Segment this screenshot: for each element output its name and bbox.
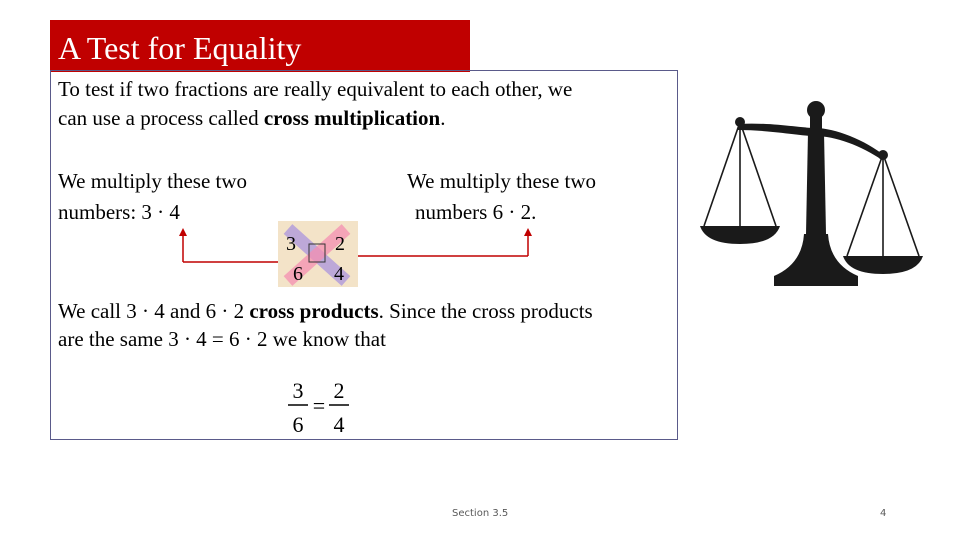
right-label-line-2: numbers 6 · 2.	[415, 200, 537, 224]
intro-line-1: To test if two fractions are really equivalent to each other, we	[58, 77, 573, 101]
para2-line-2: are the same 3 · 4 = 6 · 2 we know that	[58, 327, 386, 351]
cross-bottom-left: 6	[293, 263, 303, 285]
fraction-equation	[280, 372, 360, 442]
balance-scale-icon	[700, 84, 926, 296]
right-label-line-1: We multiply these two	[407, 169, 597, 193]
right-arrow	[358, 228, 532, 256]
para2-line-1	[58, 296, 593, 327]
cross-top-right: 2	[335, 233, 345, 255]
left-label-line-1: We multiply these two	[58, 169, 248, 193]
footer-section: Section 3.5	[452, 508, 509, 519]
cross-multiplication-diagram	[278, 221, 358, 287]
para2-bold-term: cross products	[249, 299, 379, 323]
intro-plain: can use a process called	[58, 106, 264, 130]
para2-end: . Since the cross products	[378, 299, 593, 323]
intro-end: .	[440, 106, 446, 130]
page-number: 4	[880, 508, 887, 519]
para2-plain: We call 3 · 4 and 6 · 2	[58, 299, 250, 323]
cross-top-left: 3	[286, 233, 296, 255]
equation-left-denominator: 6	[292, 412, 304, 437]
intro-bold-term: cross multiplication	[263, 106, 441, 130]
left-label-line-2: numbers: 3 · 4	[58, 200, 180, 224]
cross-bottom-right: 4	[334, 263, 344, 285]
equation-left-numerator: 3	[292, 378, 304, 403]
intro-line-2	[58, 103, 445, 134]
slide-title: A Test for Equality	[58, 30, 302, 66]
left-arrow	[179, 228, 280, 262]
equation-right-numerator: 2	[333, 378, 345, 403]
equation-equals: =	[312, 393, 326, 418]
equation-right-denominator: 4	[333, 412, 345, 437]
